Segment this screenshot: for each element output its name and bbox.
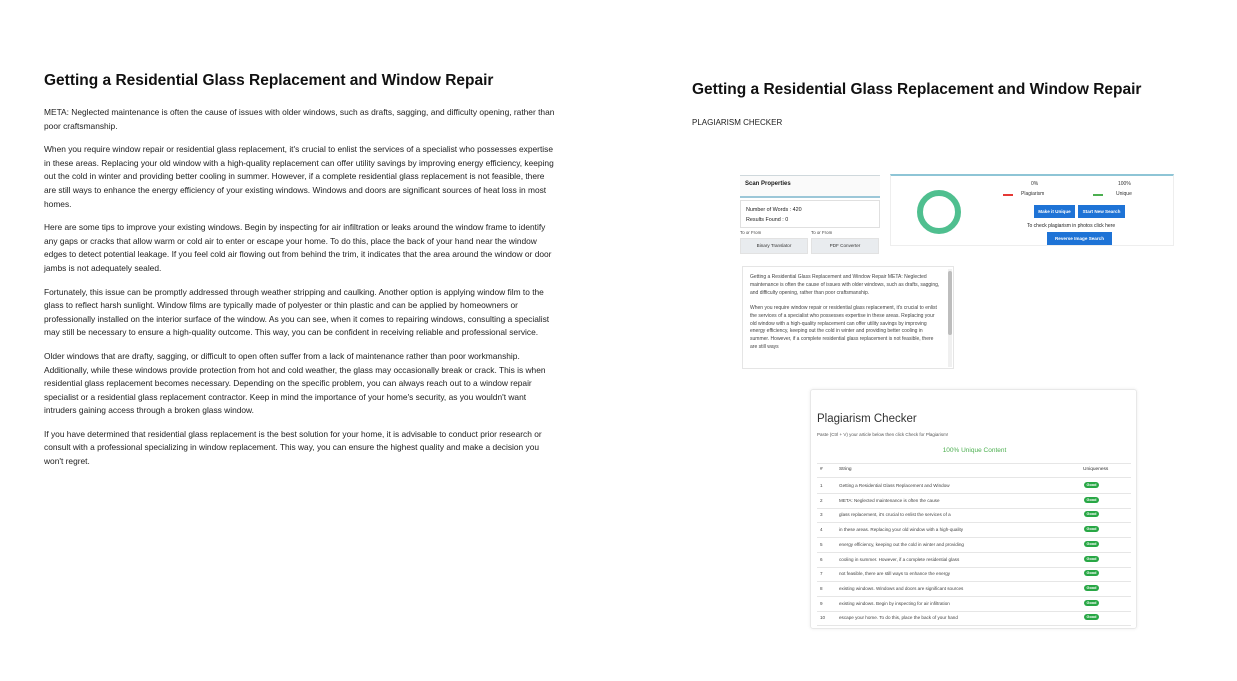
status-badge: Good [1084, 511, 1099, 517]
unique-legend-line [1093, 194, 1103, 196]
scan-properties-header: Scan Properties [740, 175, 880, 198]
report-label: PLAGIARISM CHECKER [692, 118, 783, 127]
status-badge: Good [1084, 614, 1099, 620]
column-header-number: # [820, 467, 823, 472]
article-paragraph: Fortunately, this issue can be promptly addressed through weather stripping and caulking. Another option is applying window film to the glass to reflect harsh sunlight. Window films are typically made of polyester or thin plastic and can be applied by homeowners or professionally installed on the interior surface of the window. As you can see, when it comes to repairing windows, consulting a specialist may still be necessary to ensure a high-quality outcome. This way, you can be confident in receiving reliable and professional service. [44, 286, 550, 338]
pdf-converter-button[interactable]: PDF Converter [811, 238, 879, 254]
tofrom-label-left: To or From [740, 230, 762, 235]
plagiarism-legend-label: Plagiarism [1021, 191, 1045, 197]
row-number: 9 [820, 600, 823, 606]
plagiarism-percent: 0% [1031, 181, 1039, 187]
tofrom-label-right: To or From [811, 230, 833, 235]
row-string: energy efficiency, keeping out the cold in winter and providing [839, 541, 964, 547]
preview-text [750, 274, 942, 359]
status-badge: Good [1084, 482, 1099, 488]
plagiarism-checker-card [810, 389, 1137, 629]
scan-properties-panel [740, 175, 882, 255]
unique-percent: 100% [1118, 181, 1131, 187]
results-found: Results Found : 0 [746, 217, 789, 223]
row-string: glass replacement, it's crucial to enlist the services of a [839, 512, 951, 518]
status-badge: Good [1084, 556, 1099, 562]
column-header-string: String [839, 467, 852, 472]
row-string: existing windows. Windows and doors are significant sources [839, 585, 964, 591]
article-title: Getting a Residential Glass Replacement and Window Repair [44, 72, 494, 89]
table-row [811, 597, 1137, 612]
uniqueness-donut-chart [917, 190, 961, 234]
article-page [44, 72, 556, 479]
row-string: cooling in summer. However, if a complete residential glass [839, 556, 960, 562]
row-number: 1 [820, 483, 823, 488]
reverse-image-search-button[interactable]: Reverse Image Search [1047, 232, 1112, 245]
row-number: 8 [820, 585, 823, 591]
table-row [811, 553, 1137, 568]
row-number: 6 [820, 556, 823, 562]
status-badge: Good [1084, 600, 1099, 606]
table-row [811, 494, 1137, 509]
column-header-uniqueness: Uniqueness [1083, 467, 1109, 472]
row-number: 7 [820, 571, 823, 577]
table-row [811, 538, 1137, 553]
article-paragraph: Here are some tips to improve your existing windows. Begin by inspecting for air infiltration or leaks around the window frame to identify any gaps or cracks that allow warm or cold air to enter or escape your home. To do this, place the back of your hand near the window edges to detect potential leakage. If you feel cold air flowing out from behind the trim, it indicates that the area around the window or door jambs is not adequately sealed. [44, 222, 552, 273]
plagiarism-legend-line [1003, 194, 1013, 196]
row-number: 3 [820, 512, 823, 518]
preview-scrollbar-thumb[interactable] [948, 271, 952, 335]
row-string: escape your home. To do this, place the back of your hand [839, 615, 958, 621]
row-divider [817, 625, 1131, 626]
row-number: 4 [820, 527, 823, 533]
photo-plagiarism-note[interactable]: To check plagiarism in photos click here [1027, 223, 1116, 229]
text-preview-box[interactable] [742, 266, 954, 369]
checker-title: Plagiarism Checker [817, 413, 917, 425]
preview-paragraph: Getting a Residential Glass Replacement and Window Repair META: Neglected maintenance is often the cause of issues with older windows, such as drafts, sagging, and difficulty opening, rather than poor craftsmanship. [750, 274, 940, 296]
status-badge: Good [1084, 541, 1099, 547]
article-paragraph: When you require window repair or residential glass replacement, it's crucial to enlist the services of a specialist who possesses expertise in these areas. Replacing your old window with a high-quality replacement can offer utility savings by improving energy efficiency, keeping out the cold in winter and providing better cooling in summer. However, if a complete residential glass replacement is not feasible, there are still ways to enhance the energy efficiency of your existing windows. Windows and doors are significant sources of heat loss in most homes. [44, 144, 554, 209]
table-divider [817, 463, 1131, 464]
binary-translator-button[interactable]: Binary Translator [740, 238, 808, 254]
article-paragraph: Older windows that are drafty, sagging, or difficult to open often suffer from a lack of maintenance rather than poor workmanship. Additionally, while these windows provide protection from hot and cold weather, the glass may occasionally break or crack. This is when residential glass replacement becomes necessary. Depending on the specific problem, you can always reach out to a window repair specialist or a residential glass replacement contractor. Keep in mind the importance of your home's security, as you wouldn't want intruders gaining access through a broken glass window. [44, 350, 546, 416]
row-number: 5 [820, 541, 823, 547]
table-row [811, 611, 1137, 626]
table-row [811, 508, 1137, 523]
unique-content-label: 100% Unique Content [942, 447, 1007, 454]
result-panel [890, 174, 1174, 246]
report-title: Getting a Residential Glass Replacement and Window Repair [692, 81, 1142, 98]
table-row [811, 582, 1137, 597]
row-string: Getting a Residential Glass Replacement and Window [839, 483, 950, 488]
row-number: 10 [820, 615, 826, 621]
start-new-search-button[interactable]: Start New Search [1078, 205, 1125, 218]
checker-subtitle: Paste (Ctrl + V) your article below then click Check for Plagiarism! [817, 432, 949, 437]
unique-legend-label: Unique [1116, 191, 1132, 197]
article-paragraph: META: Neglected maintenance is often the cause of issues with older windows, such as drafts, sagging, and difficulty opening, rather than poor craftsmanship. [44, 107, 555, 131]
status-badge: Good [1084, 497, 1099, 503]
row-string: in these areas. Replacing your old window with a high-quality [839, 527, 964, 533]
row-number: 2 [820, 497, 823, 503]
word-count: Number of Words : 420 [746, 207, 802, 213]
preview-paragraph: When you require window repair or residential glass replacement, it's crucial to enlist the services of a specialist who possesses expertise in these areas. Replacing your old window with a high-quality replacement can offer utility savings by improving energy efficiency, keeping out the cold in winter and providing better cooling in summer. However, if a complete residential glass replacement is not feasible, there are still ways [750, 304, 937, 351]
scan-properties-body [740, 200, 880, 228]
table-row [811, 567, 1137, 582]
make-it-unique-button[interactable]: Make it Unique [1034, 205, 1075, 218]
row-string: not feasible, there are still ways to enhance the energy [839, 571, 951, 577]
status-badge: Good [1084, 526, 1099, 532]
row-string: existing windows. Begin by inspecting for air infiltration [839, 600, 950, 606]
status-badge: Good [1084, 570, 1099, 576]
table-row [811, 479, 1137, 494]
table-row [811, 523, 1137, 538]
row-string: META: Neglected maintenance is often the cause [839, 497, 940, 503]
article-paragraph: If you have determined that residential glass replacement is the best solution for your home, it is advisable to conduct prior research or consult with a professional specializing in window replacement. This way, you can ensure the highest quality and make a decision you won't regret. [44, 428, 542, 467]
table-divider [817, 477, 1131, 478]
status-badge: Good [1084, 585, 1099, 591]
